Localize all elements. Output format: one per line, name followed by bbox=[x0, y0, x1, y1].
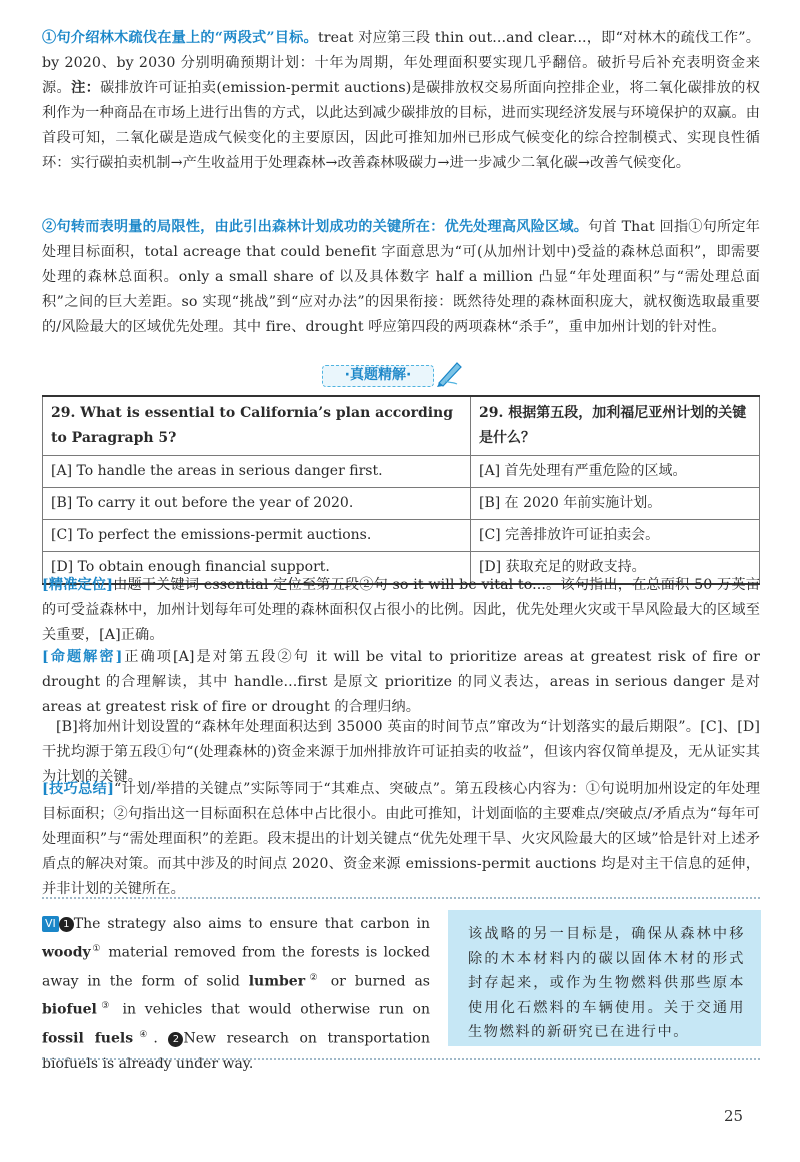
paragraph-2-lead: ②句转而表明量的局限性，由此引出森林计划成功的关键所在：优先处理高风险区域。 bbox=[42, 219, 589, 235]
divider-bottom bbox=[42, 1058, 760, 1060]
vocab-ref-3: ③ bbox=[96, 1001, 114, 1012]
option-c-en: [C] To perfect the emissions-permit auctions. bbox=[43, 520, 471, 552]
translation-box bbox=[448, 910, 761, 1046]
option-b-en: [B] To carry it out before the year of 2020. bbox=[43, 488, 471, 520]
locate-text: 由题干关键词 essential 定位至第五段②句 so it will be vital to...。该句指出，在总面积 50 万英亩的可受益森林中，加州计划每年可处理的森林面积仅占很小的比例。因此，优先处理火灾或干旱风险最大的区域至关重要，[A]正确。 bbox=[42, 577, 760, 643]
section-banner bbox=[322, 359, 472, 387]
option-c-zh: [C] 完善排放许可证拍卖会。 bbox=[471, 520, 760, 552]
passage-text-4: in vehicles that would otherwise run on bbox=[113, 1001, 430, 1018]
vocab-ref-2: ② bbox=[305, 972, 322, 983]
option-row-a bbox=[43, 456, 760, 488]
wrong-options-text: [B]将加州计划设置的“森林年处理面积达到 35000 英亩的时间节点”窜改为“计划落实的最后期限”。[C]、[D]干扰均源于第五段①句“(处理森林的)资金来源于加州排放许可证拍卖的收益”，但该内容仅简单提及，无从证实其为计划的关键。 bbox=[42, 719, 760, 785]
analysis-paragraph-2 bbox=[42, 215, 760, 340]
paragraph-badge: VI bbox=[42, 916, 59, 932]
passage-text-2: material removed from the forests is locked away in the form of solid bbox=[42, 944, 431, 990]
vocab-lumber: lumber bbox=[248, 973, 306, 990]
passage-text-6: New research on transportation biofuels is already under way. bbox=[42, 1030, 430, 1072]
analysis-paragraph-1 bbox=[42, 26, 760, 176]
banner-title: ·真题精解· bbox=[322, 365, 434, 387]
option-d-en: [D] To obtain enough financial support. bbox=[43, 552, 471, 585]
sentence-marker-1: 1 bbox=[59, 917, 74, 932]
sentence-marker-2: 2 bbox=[168, 1032, 183, 1047]
option-b-zh: [B] 在 2020 年前实施计划。 bbox=[471, 488, 760, 520]
translation-text: 该战略的另一目标是，确保从森林中移除的木本材料内的碳以固体木材的形式封存起来，或作为生物燃料供那些原本使用化石燃料的车辆使用。关于交通用生物燃料的新研究已在进行中。 bbox=[468, 926, 745, 1040]
question-row bbox=[43, 396, 760, 456]
vocab-biofuel: biofuel bbox=[42, 1001, 97, 1018]
decode-text: 正确项[A]是对第五段②句 it will be vital to prioritize areas at greatest risk of fire or drought 的合理解读，其中 handle...first 是原文 prioritize 的同义表达，areas in serious danger 是对 areas at greatest risk of fire or drought 的合理归纳。 bbox=[42, 649, 760, 715]
option-d-zh: [D] 获取充足的财政支持。 bbox=[471, 552, 760, 585]
passage-paragraph-6 bbox=[42, 912, 430, 1077]
question-zh: 29. 根据第五段，加利福尼亚州计划的关键是什么？ bbox=[471, 396, 760, 456]
locate-paragraph bbox=[42, 573, 760, 648]
vocab-woody: woody bbox=[42, 944, 91, 961]
question-table bbox=[42, 395, 760, 585]
divider-top bbox=[42, 897, 760, 899]
skill-paragraph bbox=[42, 777, 760, 902]
decode-tag: [命题解密] bbox=[42, 649, 123, 665]
page-number: 25 bbox=[724, 1107, 744, 1125]
question-en: 29. What is essential to California’s plan according to Paragraph 5? bbox=[43, 396, 471, 456]
vocab-fossil-fuels: fossil fuels bbox=[42, 1030, 134, 1047]
option-a-en: [A] To handle the areas in serious danger first. bbox=[43, 456, 471, 488]
option-row-b bbox=[43, 488, 760, 520]
decode-paragraph bbox=[42, 645, 760, 720]
vocab-ref-4: ④ bbox=[133, 1029, 154, 1040]
option-a-zh: [A] 首先处理有严重危险的区域。 bbox=[471, 456, 760, 488]
paragraph-2-body: 句首 That 回指①句所定年处理目标面积，total acreage that could benefit 字面意思为“可(从加州计划中)受益的森林总面积”，即需要处理的森林总面积。only a small share of 以及具体数字 half a million 凸显“年处理面积”与“需处理总面积”之间的巨大差距。so 实现“挑战”到“应对办法”的因果衔接：既然待处理的森林面积庞大，就权衡选取最重要的/风险最大的区域优先处理。其中 fire、drought 呼应第四段的两项森林“杀手”，重申加州计划的针对性。 bbox=[42, 219, 760, 335]
skill-tag: [技巧总结] bbox=[42, 781, 115, 797]
passage-text-1: The strategy also aims to ensure that carbon in bbox=[73, 916, 430, 932]
option-row-c bbox=[43, 520, 760, 552]
note-text: 碳排放许可证拍卖(emission-permit auctions)是碳排放权交易所面向控排企业，将二氧化碳排放的权利作为一种商品在市场上进行出售的方式，以此达到减少碳排放的目标，进而实现经济发展与环境保护的双赢。由首段可知，二氧化碳是造成气候变化的主要原因，因此可推知加州已形成气候变化的综合控制模式、实现良性循环：实行碳拍卖机制→产生收益用于处理森林→改善森林吸碳力→进一步减少二氧化碳→改善气候变化。 bbox=[42, 80, 761, 171]
paragraph-1-lead: ①句介绍林木疏伐在量上的“两段式”目标。 bbox=[42, 30, 318, 46]
skill-text: “计划/举措的关键点”实际等同于“其难点、突破点”。第五段核心内容为：①句说明加州设定的年处理目标面积；②句指出这一目标面积在总体中占比很小。由此可推知，计划面临的主要难点/突破点/矛盾点为“每年可处理面积”与“需处理面积”的差距。段末提出的计划关键点“优先处理干旱、火灾风险最大的区域”恰是针对上述矛盾点的解决对策。而其中涉及的时间点 2020、资金来源 emissions-permit auctions 均是对主干信息的延伸，并非计划的关键所在。 bbox=[42, 781, 761, 897]
note-label: 注： bbox=[71, 80, 101, 96]
pen-icon bbox=[435, 359, 465, 387]
locate-tag: [精准定位] bbox=[42, 577, 114, 593]
passage-text-5: . bbox=[153, 1030, 169, 1047]
paragraph-1-body: treat 对应第三段 thin out...and clear...，即“对林木的疏伐工作”。by 2020、by 2030 分别明确预期计划：十年为周期，年处理面积要实现几乎翻倍。破折号后补充表明资金来源。 bbox=[42, 30, 761, 96]
passage-text-3: or burned as bbox=[321, 973, 430, 990]
vocab-ref-1: ① bbox=[90, 944, 103, 954]
